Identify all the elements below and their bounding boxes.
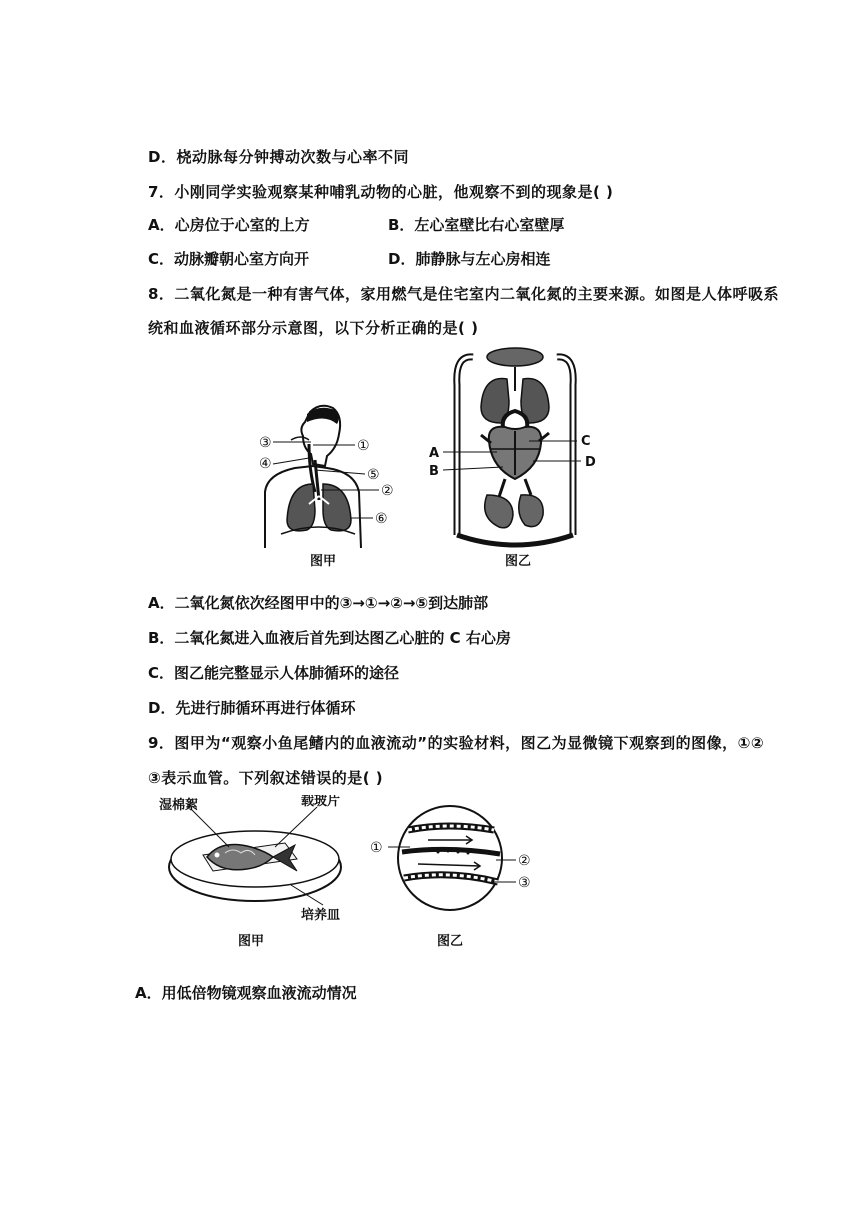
q9-stem-line1: 9．图甲为“观察小鱼尾鳍内的血液流动”的实验材料，图乙为显微镜下观察到的图像，①② bbox=[148, 734, 765, 752]
fig8-jia-label-1: ① bbox=[357, 438, 370, 454]
fig9-yi-label-2: ② bbox=[518, 853, 531, 869]
fig9-jia-caption: 图甲 bbox=[238, 934, 265, 949]
fig9-yi-label-3: ③ bbox=[518, 875, 531, 891]
fig8-jia-label-2: ② bbox=[381, 483, 394, 499]
q7-stem: 7．小刚同学实验观察某种哺乳动物的心脏，他观察不到的现象是( ) bbox=[148, 183, 614, 201]
fig9-yi-caption: 图乙 bbox=[437, 934, 464, 949]
fig8-jia-label-5: ⑤ bbox=[367, 467, 380, 483]
fig9-jia-label-dish: 培养皿 bbox=[301, 908, 341, 923]
fig8-jia-caption: 图甲 bbox=[310, 554, 337, 569]
q8-figure-jia bbox=[255, 400, 405, 548]
fig8-yi-label-c: C bbox=[581, 434, 591, 449]
q8-stem-line2: 统和血液循环部分示意图，以下分析正确的是( ) bbox=[148, 319, 479, 337]
q8-option-b: B．二氧化氮进入血液后首先到达图乙心脏的 C 右心房 bbox=[148, 629, 511, 647]
q7-option-c: C．动脉瓣朝心室方向开 bbox=[148, 250, 310, 268]
q9-stem-line2: ③表示血管。下列叙述错误的是( ) bbox=[148, 769, 384, 787]
fig8-jia-label-4: ④ bbox=[259, 456, 272, 472]
q9-figure-jia bbox=[155, 795, 355, 925]
fig9-jia-label-slide: 载玻片 bbox=[301, 795, 341, 809]
q6-option-d: D．桡动脉每分钟搏动次数与心率不同 bbox=[148, 148, 409, 166]
q7-option-a: A．心房位于心室的上方 bbox=[148, 216, 310, 234]
q8-option-c: C．图乙能完整显示人体肺循环的途径 bbox=[148, 664, 400, 682]
fig8-jia-label-3: ③ bbox=[259, 435, 272, 451]
fig8-yi-caption: 图乙 bbox=[505, 554, 532, 569]
q8-figure-yi bbox=[425, 345, 605, 550]
q7-option-d: D．肺静脉与左心房相连 bbox=[388, 250, 551, 268]
fig9-yi-label-1: ① bbox=[370, 840, 383, 856]
fig8-yi-label-a: A bbox=[429, 446, 440, 461]
fig9-jia-label-cotton: 湿棉絮 bbox=[159, 798, 199, 813]
q9-figure-yi bbox=[368, 800, 548, 920]
q9-option-a: A．用低倍物镜观察血液流动情况 bbox=[135, 984, 357, 1002]
fig8-jia-label-6: ⑥ bbox=[375, 511, 388, 527]
q8-stem-line1: 8．二氧化氮是一种有害气体，家用燃气是住宅室内二氧化氮的主要来源。如图是人体呼吸系 bbox=[148, 285, 779, 303]
q8-option-a: A．二氧化氮依次经图甲中的③→①→②→⑤到达肺部 bbox=[148, 594, 489, 612]
q7-option-b: B．左心室壁比右心室壁厚 bbox=[388, 216, 565, 234]
q8-option-d: D．先进行肺循环再进行体循环 bbox=[148, 699, 356, 717]
fig8-yi-label-b: B bbox=[429, 464, 439, 479]
fig8-yi-label-d: D bbox=[585, 455, 596, 470]
